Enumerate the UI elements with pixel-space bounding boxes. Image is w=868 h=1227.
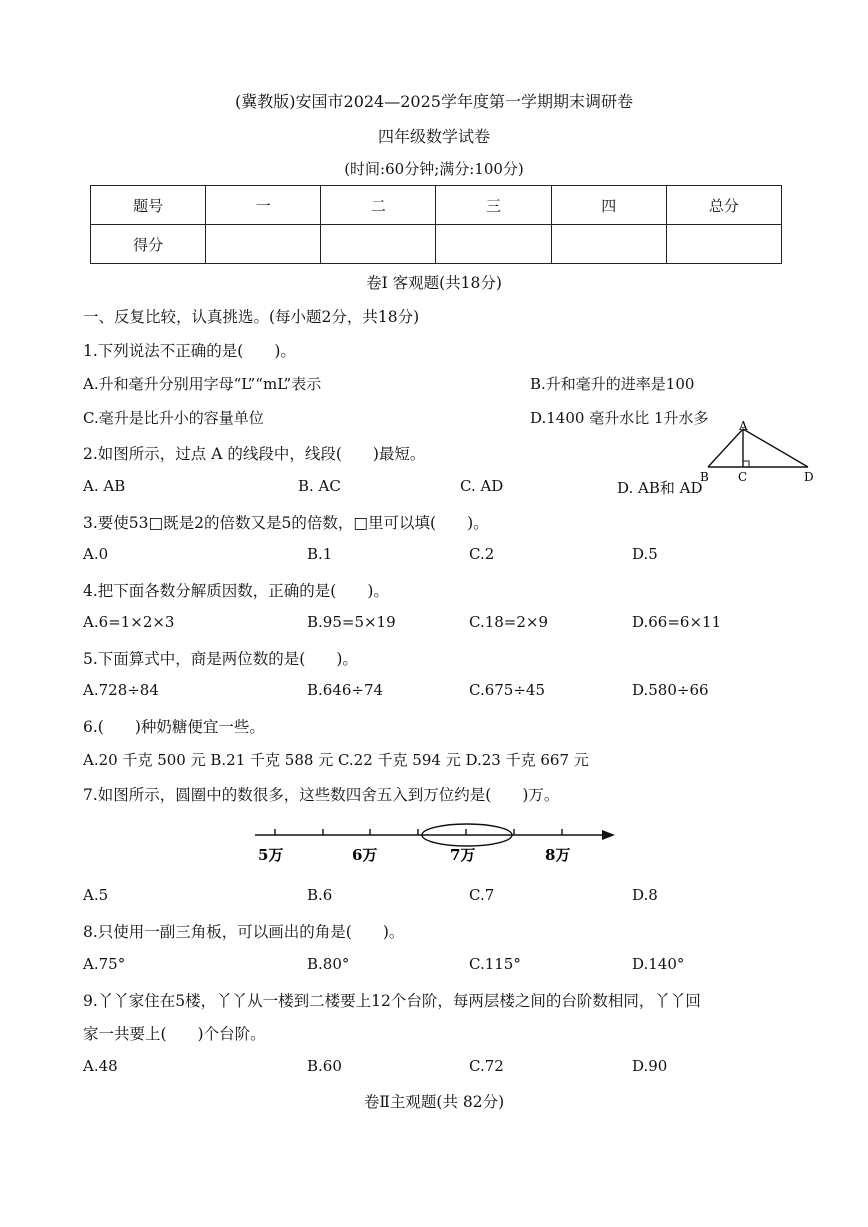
section1-title: 一、反复比较，认真挑选。(每小题2分，共18分) [83, 308, 420, 326]
exam-subtitle: 四年级数学试卷 [377, 127, 490, 146]
question-5-option-a: A.728÷84 [83, 681, 159, 699]
point-label-c: C [738, 470, 748, 484]
question-5-option-d: D.580÷66 [632, 681, 709, 699]
question-4-stem: 4.把下面各数分解质因数，正确的是( )。 [83, 582, 389, 600]
point-label-d: D [804, 470, 814, 484]
number-line-arrow [602, 830, 615, 840]
score-cell [321, 225, 436, 264]
question-2-option-d: D. AB和 AD [617, 479, 703, 497]
score-table-header-row [91, 186, 782, 225]
question-8-option-a: A.75° [83, 955, 126, 973]
question-9-option-d: D.90 [632, 1057, 668, 1075]
question-4-option-a: A.6=1×2×3 [83, 613, 175, 631]
question-7-option-d: D.8 [632, 886, 658, 904]
score-header-cell: 三 [436, 186, 551, 225]
part1-title: 卷Ⅰ 客观题(共18分) [366, 274, 502, 292]
question-8-stem: 8.只使用一副三角板，可以画出的角是( )。 [83, 923, 405, 941]
score-cell [551, 225, 666, 264]
point-label-a: A [739, 419, 748, 433]
question-9-option-a: A.48 [83, 1057, 118, 1075]
question-4-option-c: C.18=2×9 [469, 613, 549, 631]
question-3-option-b: B.1 [307, 545, 333, 563]
question-2-option-a: A. AB [83, 477, 126, 495]
question-8-option-b: B.80° [307, 955, 350, 973]
score-header-cell: 总分 [666, 186, 781, 225]
question-5-stem: 5.下面算式中，商是两位数的是( )。 [83, 650, 358, 668]
question-4-option-b: B.95=5×19 [307, 613, 396, 631]
triangle-figure [700, 418, 820, 488]
question-3-stem: 3.要使53□既是2的倍数又是5的倍数，□里可以填( )。 [83, 514, 489, 532]
segment-ad [743, 429, 808, 467]
question-5-option-b: B.646÷74 [307, 681, 384, 699]
question-7-option-a: A.5 [83, 886, 109, 904]
score-table-score-row [91, 225, 782, 264]
question-8-option-c: C.115° [469, 955, 521, 973]
score-cell [666, 225, 781, 264]
question-9-stem-continued: 家一共要上( )个台阶。 [83, 1025, 266, 1043]
question-4-option-d: D.66=6×11 [632, 613, 722, 631]
question-7-stem: 7.如图所示，圆圈中的数很多，这些数四舍五入到万位约是( )万。 [83, 786, 560, 804]
question-8-option-d: D.140° [632, 955, 685, 973]
question-1-option-d: D.1400 毫升水比 1升水多 [530, 409, 709, 427]
segment-ab [708, 429, 743, 467]
number-line-figure [240, 818, 630, 874]
score-row-label: 得分 [91, 225, 206, 264]
score-header-cell: 一 [206, 186, 321, 225]
question-1-stem: 1.下列说法不正确的是( )。 [83, 342, 296, 360]
question-1-option-a: A.升和毫升分别用字母“L”“mL”表示 [83, 375, 322, 393]
part2-title: 卷Ⅱ主观题(共 82分) [363, 1093, 505, 1111]
question-7-option-b: B.6 [307, 886, 333, 904]
number-line-label-5wan: 5万 [258, 846, 284, 864]
number-line-label-6wan: 6万 [352, 846, 378, 864]
score-header-cell: 二 [321, 186, 436, 225]
score-cell [206, 225, 321, 264]
question-3-option-d: D.5 [632, 545, 658, 563]
question-2-option-c: C. AD [460, 477, 504, 495]
question-2-stem: 2.如图所示，过点 A 的线段中，线段( )最短。 [83, 445, 426, 463]
question-1-option-b: B.升和毫升的进率是100 [530, 375, 695, 393]
question-2-option-b: B. AC [298, 477, 341, 495]
question-9-option-b: B.60 [307, 1057, 342, 1075]
exam-time-info: (时间:60分钟;满分:100分) [344, 160, 524, 178]
question-3-option-c: C.2 [469, 545, 495, 563]
question-6-stem: 6.( )种奶糖便宜一些。 [83, 718, 265, 736]
question-6-options: A.20 千克 500 元 B.21 千克 588 元 C.22 千克 594 元 D.23 千克 667 元 [83, 751, 589, 769]
number-line-label-8wan: 8万 [545, 846, 571, 864]
question-3-option-a: A.0 [83, 545, 109, 563]
question-5-option-c: C.675÷45 [469, 681, 545, 699]
score-header-cell: 四 [551, 186, 666, 225]
score-cell [436, 225, 551, 264]
score-header-cell: 题号 [91, 186, 206, 225]
exam-title: (冀教版)安国市2024—2025学年度第一学期期末调研卷 [235, 92, 633, 111]
question-9-option-c: C.72 [469, 1057, 504, 1075]
score-table [90, 185, 782, 264]
number-line-label-7wan: 7万 [450, 846, 476, 864]
right-angle-mark [743, 461, 749, 467]
point-label-b: B [700, 470, 709, 484]
question-7-option-c: C.7 [469, 886, 495, 904]
question-9-stem: 9.丫丫家住在5楼，丫丫从一楼到二楼要上12个台阶，每两层楼之间的台阶数相同，丫丫回 [83, 992, 701, 1010]
question-1-option-c: C.毫升是比升小的容量单位 [83, 409, 264, 427]
